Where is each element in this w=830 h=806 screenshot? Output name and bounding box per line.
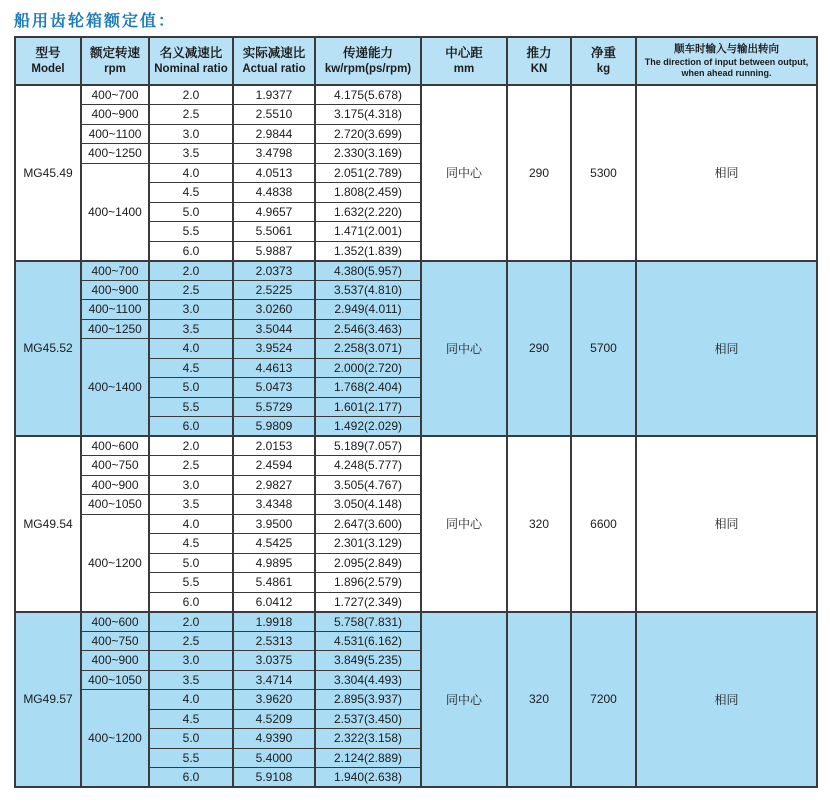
- actual-ratio-cell: 4.5425: [233, 534, 315, 554]
- nominal-ratio-cell: 3.0: [149, 124, 233, 144]
- header-rated-speed-zh: 额定转速: [89, 46, 140, 61]
- nominal-ratio-cell: 2.5: [149, 456, 233, 476]
- rpm-cell: 400~1250: [81, 144, 149, 164]
- table-row: [15, 436, 817, 456]
- nominal-ratio-cell: 2.5: [149, 105, 233, 125]
- nominal-ratio-cell: 6.0: [149, 417, 233, 437]
- header-center-distance-en: mm: [453, 62, 475, 75]
- table-row: [15, 612, 817, 632]
- direction-cell: 相同: [636, 261, 817, 437]
- capacity-cell: 2.000(2.720): [315, 358, 421, 378]
- actual-ratio-cell: 2.5313: [233, 631, 315, 651]
- capacity-cell: 2.095(2.849): [315, 553, 421, 573]
- capacity-cell: 4.175(5.678): [315, 85, 421, 105]
- header-direction: [636, 37, 817, 85]
- actual-ratio-cell: 5.5729: [233, 397, 315, 417]
- header-rated-speed: [81, 37, 149, 85]
- actual-ratio-cell: 5.9887: [233, 241, 315, 261]
- nominal-ratio-cell: 2.0: [149, 261, 233, 281]
- header-center-distance: [421, 37, 507, 85]
- direction-cell: 相同: [636, 436, 817, 612]
- actual-ratio-cell: 2.5225: [233, 280, 315, 300]
- nominal-ratio-cell: 5.0: [149, 202, 233, 222]
- capacity-cell: 2.330(3.169): [315, 144, 421, 164]
- nominal-ratio-cell: 2.5: [149, 280, 233, 300]
- header-nominal-ratio-zh: 名义减速比: [159, 46, 223, 61]
- nominal-ratio-cell: 2.0: [149, 436, 233, 456]
- nominal-ratio-cell: 3.0: [149, 300, 233, 320]
- header-direction-zh: 顺车时输入与输出转向: [674, 42, 779, 55]
- capacity-cell: 1.808(2.459): [315, 183, 421, 203]
- actual-ratio-cell: 1.9377: [233, 85, 315, 105]
- capacity-cell: 1.768(2.404): [315, 378, 421, 398]
- capacity-cell: 1.492(2.029): [315, 417, 421, 437]
- thrust-cell: 290: [507, 261, 571, 437]
- rpm-cell: 400~700: [81, 85, 149, 105]
- capacity-cell: 1.940(2.638): [315, 768, 421, 788]
- actual-ratio-cell: 3.4714: [233, 670, 315, 690]
- capacity-cell: 2.124(2.889): [315, 748, 421, 768]
- rpm-cell: 400~1100: [81, 124, 149, 144]
- table-header: [15, 37, 817, 85]
- nominal-ratio-cell: 5.5: [149, 222, 233, 242]
- rpm-cell: 400~900: [81, 651, 149, 671]
- rpm-cell: 400~600: [81, 436, 149, 456]
- header-capacity: [315, 37, 421, 85]
- rpm-merged-cell: 400~1200: [81, 514, 149, 612]
- actual-ratio-cell: 6.0412: [233, 592, 315, 612]
- rpm-cell: 400~1050: [81, 495, 149, 515]
- table-body: [15, 85, 817, 787]
- actual-ratio-cell: 5.4861: [233, 573, 315, 593]
- nominal-ratio-cell: 3.5: [149, 495, 233, 515]
- actual-ratio-cell: 2.9844: [233, 124, 315, 144]
- actual-ratio-cell: 5.0473: [233, 378, 315, 398]
- actual-ratio-cell: 3.0260: [233, 300, 315, 320]
- nominal-ratio-cell: 4.0: [149, 163, 233, 183]
- capacity-cell: 4.531(6.162): [315, 631, 421, 651]
- rpm-merged-cell: 400~1400: [81, 339, 149, 437]
- capacity-cell: 1.632(2.220): [315, 202, 421, 222]
- nominal-ratio-cell: 5.0: [149, 378, 233, 398]
- header-net-weight: [571, 37, 636, 85]
- rpm-cell: 400~1050: [81, 670, 149, 690]
- capacity-cell: 3.175(4.318): [315, 105, 421, 125]
- actual-ratio-cell: 4.9657: [233, 202, 315, 222]
- header-rated-speed-en: rpm: [104, 62, 126, 75]
- capacity-cell: 3.849(5.235): [315, 651, 421, 671]
- capacity-cell: 4.248(5.777): [315, 456, 421, 476]
- capacity-cell: 5.758(7.831): [315, 612, 421, 632]
- header-model-zh: 型号: [35, 46, 61, 61]
- capacity-cell: 2.720(3.699): [315, 124, 421, 144]
- capacity-cell: 3.050(4.148): [315, 495, 421, 515]
- rpm-merged-cell: 400~1200: [81, 690, 149, 788]
- thrust-cell: 320: [507, 612, 571, 788]
- nominal-ratio-cell: 5.0: [149, 553, 233, 573]
- actual-ratio-cell: 3.9620: [233, 690, 315, 710]
- rpm-cell: 400~700: [81, 261, 149, 281]
- actual-ratio-cell: 1.9918: [233, 612, 315, 632]
- nominal-ratio-cell: 2.5: [149, 631, 233, 651]
- capacity-cell: 2.546(3.463): [315, 319, 421, 339]
- nominal-ratio-cell: 4.5: [149, 358, 233, 378]
- nominal-ratio-cell: 5.0: [149, 729, 233, 749]
- rpm-cell: 400~1250: [81, 319, 149, 339]
- model-cell: MG49.57: [15, 612, 81, 788]
- nominal-ratio-cell: 4.0: [149, 690, 233, 710]
- header-model-en: Model: [31, 62, 65, 75]
- actual-ratio-cell: 2.0373: [233, 261, 315, 281]
- weight-cell: 5300: [571, 85, 636, 261]
- actual-ratio-cell: 2.0153: [233, 436, 315, 456]
- capacity-cell: 1.471(2.001): [315, 222, 421, 242]
- actual-ratio-cell: 4.5209: [233, 709, 315, 729]
- model-cell: MG45.52: [15, 261, 81, 437]
- capacity-cell: 2.647(3.600): [315, 514, 421, 534]
- actual-ratio-cell: 5.5061: [233, 222, 315, 242]
- capacity-cell: 1.352(1.839): [315, 241, 421, 261]
- model-cell: MG45.49: [15, 85, 81, 261]
- actual-ratio-cell: 5.9809: [233, 417, 315, 437]
- capacity-cell: 3.505(4.767): [315, 475, 421, 495]
- actual-ratio-cell: 3.9500: [233, 514, 315, 534]
- actual-ratio-cell: 4.0513: [233, 163, 315, 183]
- header-net-weight-zh: 净重: [590, 46, 616, 61]
- actual-ratio-cell: 2.9827: [233, 475, 315, 495]
- nominal-ratio-cell: 6.0: [149, 768, 233, 788]
- actual-ratio-cell: 3.9524: [233, 339, 315, 359]
- capacity-cell: 2.895(3.937): [315, 690, 421, 710]
- header-actual-ratio-zh: 实际减速比: [242, 46, 306, 61]
- actual-ratio-cell: 2.5510: [233, 105, 315, 125]
- weight-cell: 7200: [571, 612, 636, 788]
- nominal-ratio-cell: 3.5: [149, 670, 233, 690]
- nominal-ratio-cell: 4.5: [149, 709, 233, 729]
- nominal-ratio-cell: 3.0: [149, 651, 233, 671]
- center-distance-cell: 同中心: [421, 261, 507, 437]
- rpm-cell: 400~900: [81, 280, 149, 300]
- direction-cell: 相同: [636, 612, 817, 788]
- actual-ratio-cell: 4.9895: [233, 553, 315, 573]
- rpm-merged-cell: 400~1400: [81, 163, 149, 261]
- nominal-ratio-cell: 2.0: [149, 612, 233, 632]
- actual-ratio-cell: 3.0375: [233, 651, 315, 671]
- capacity-cell: 4.380(5.957): [315, 261, 421, 281]
- actual-ratio-cell: 3.5044: [233, 319, 315, 339]
- header-capacity-zh: 传递能力: [342, 46, 393, 61]
- capacity-cell: 2.322(3.158): [315, 729, 421, 749]
- nominal-ratio-cell: 6.0: [149, 241, 233, 261]
- weight-cell: 5700: [571, 261, 636, 437]
- header-thrust-zh: 推力: [526, 46, 552, 61]
- header-center-distance-zh: 中心距: [445, 46, 483, 61]
- header-row: [15, 37, 817, 85]
- header-model: [15, 37, 81, 85]
- capacity-cell: 2.258(3.071): [315, 339, 421, 359]
- header-actual-ratio-en: Actual ratio: [242, 62, 306, 75]
- rpm-cell: 400~900: [81, 475, 149, 495]
- nominal-ratio-cell: 5.5: [149, 397, 233, 417]
- actual-ratio-cell: 5.4000: [233, 748, 315, 768]
- actual-ratio-cell: 4.4838: [233, 183, 315, 203]
- nominal-ratio-cell: 3.5: [149, 144, 233, 164]
- weight-cell: 6600: [571, 436, 636, 612]
- center-distance-cell: 同中心: [421, 436, 507, 612]
- nominal-ratio-cell: 2.0: [149, 85, 233, 105]
- page-title: 船用齿轮箱额定值：: [14, 13, 177, 30]
- actual-ratio-cell: 3.4798: [233, 144, 315, 164]
- nominal-ratio-cell: 5.5: [149, 573, 233, 593]
- center-distance-cell: 同中心: [421, 612, 507, 788]
- nominal-ratio-cell: 4.0: [149, 514, 233, 534]
- model-cell: MG49.54: [15, 436, 81, 612]
- nominal-ratio-cell: 4.5: [149, 534, 233, 554]
- capacity-cell: 1.601(2.177): [315, 397, 421, 417]
- table-row: [15, 261, 817, 281]
- capacity-cell: 1.727(2.349): [315, 592, 421, 612]
- rpm-cell: 400~1100: [81, 300, 149, 320]
- nominal-ratio-cell: 6.0: [149, 592, 233, 612]
- header-actual-ratio: [233, 37, 315, 85]
- capacity-cell: 2.949(4.011): [315, 300, 421, 320]
- direction-cell: 相同: [636, 85, 817, 261]
- header-capacity-en: kw/rpm(ps/rpm): [324, 62, 412, 75]
- capacity-cell: 1.896(2.579): [315, 573, 421, 593]
- nominal-ratio-cell: 5.5: [149, 748, 233, 768]
- actual-ratio-cell: 4.9390: [233, 729, 315, 749]
- capacity-cell: 3.537(4.810): [315, 280, 421, 300]
- actual-ratio-cell: 5.9108: [233, 768, 315, 788]
- header-nominal-ratio: [149, 37, 233, 85]
- capacity-cell: 3.304(4.493): [315, 670, 421, 690]
- gearbox-rating-table: [14, 36, 818, 788]
- capacity-cell: 2.537(3.450): [315, 709, 421, 729]
- header-net-weight-en: kg: [596, 62, 611, 75]
- rpm-cell: 400~750: [81, 631, 149, 651]
- capacity-cell: 2.051(2.789): [315, 163, 421, 183]
- actual-ratio-cell: 3.4348: [233, 495, 315, 515]
- capacity-cell: 2.301(3.129): [315, 534, 421, 554]
- header-direction-en: The direction of input between output, when ahead running.: [644, 56, 809, 78]
- header-nominal-ratio-en: Nominal ratio: [154, 62, 228, 75]
- rpm-cell: 400~900: [81, 105, 149, 125]
- actual-ratio-cell: 2.4594: [233, 456, 315, 476]
- rpm-cell: 400~750: [81, 456, 149, 476]
- rpm-cell: 400~600: [81, 612, 149, 632]
- header-thrust-en: KN: [530, 62, 548, 75]
- center-distance-cell: 同中心: [421, 85, 507, 261]
- header-thrust: [507, 37, 571, 85]
- nominal-ratio-cell: 4.5: [149, 183, 233, 203]
- nominal-ratio-cell: 3.0: [149, 475, 233, 495]
- table-row: [15, 85, 817, 105]
- capacity-cell: 5.189(7.057): [315, 436, 421, 456]
- nominal-ratio-cell: 3.5: [149, 319, 233, 339]
- actual-ratio-cell: 4.4613: [233, 358, 315, 378]
- nominal-ratio-cell: 4.0: [149, 339, 233, 359]
- thrust-cell: 290: [507, 85, 571, 261]
- thrust-cell: 320: [507, 436, 571, 612]
